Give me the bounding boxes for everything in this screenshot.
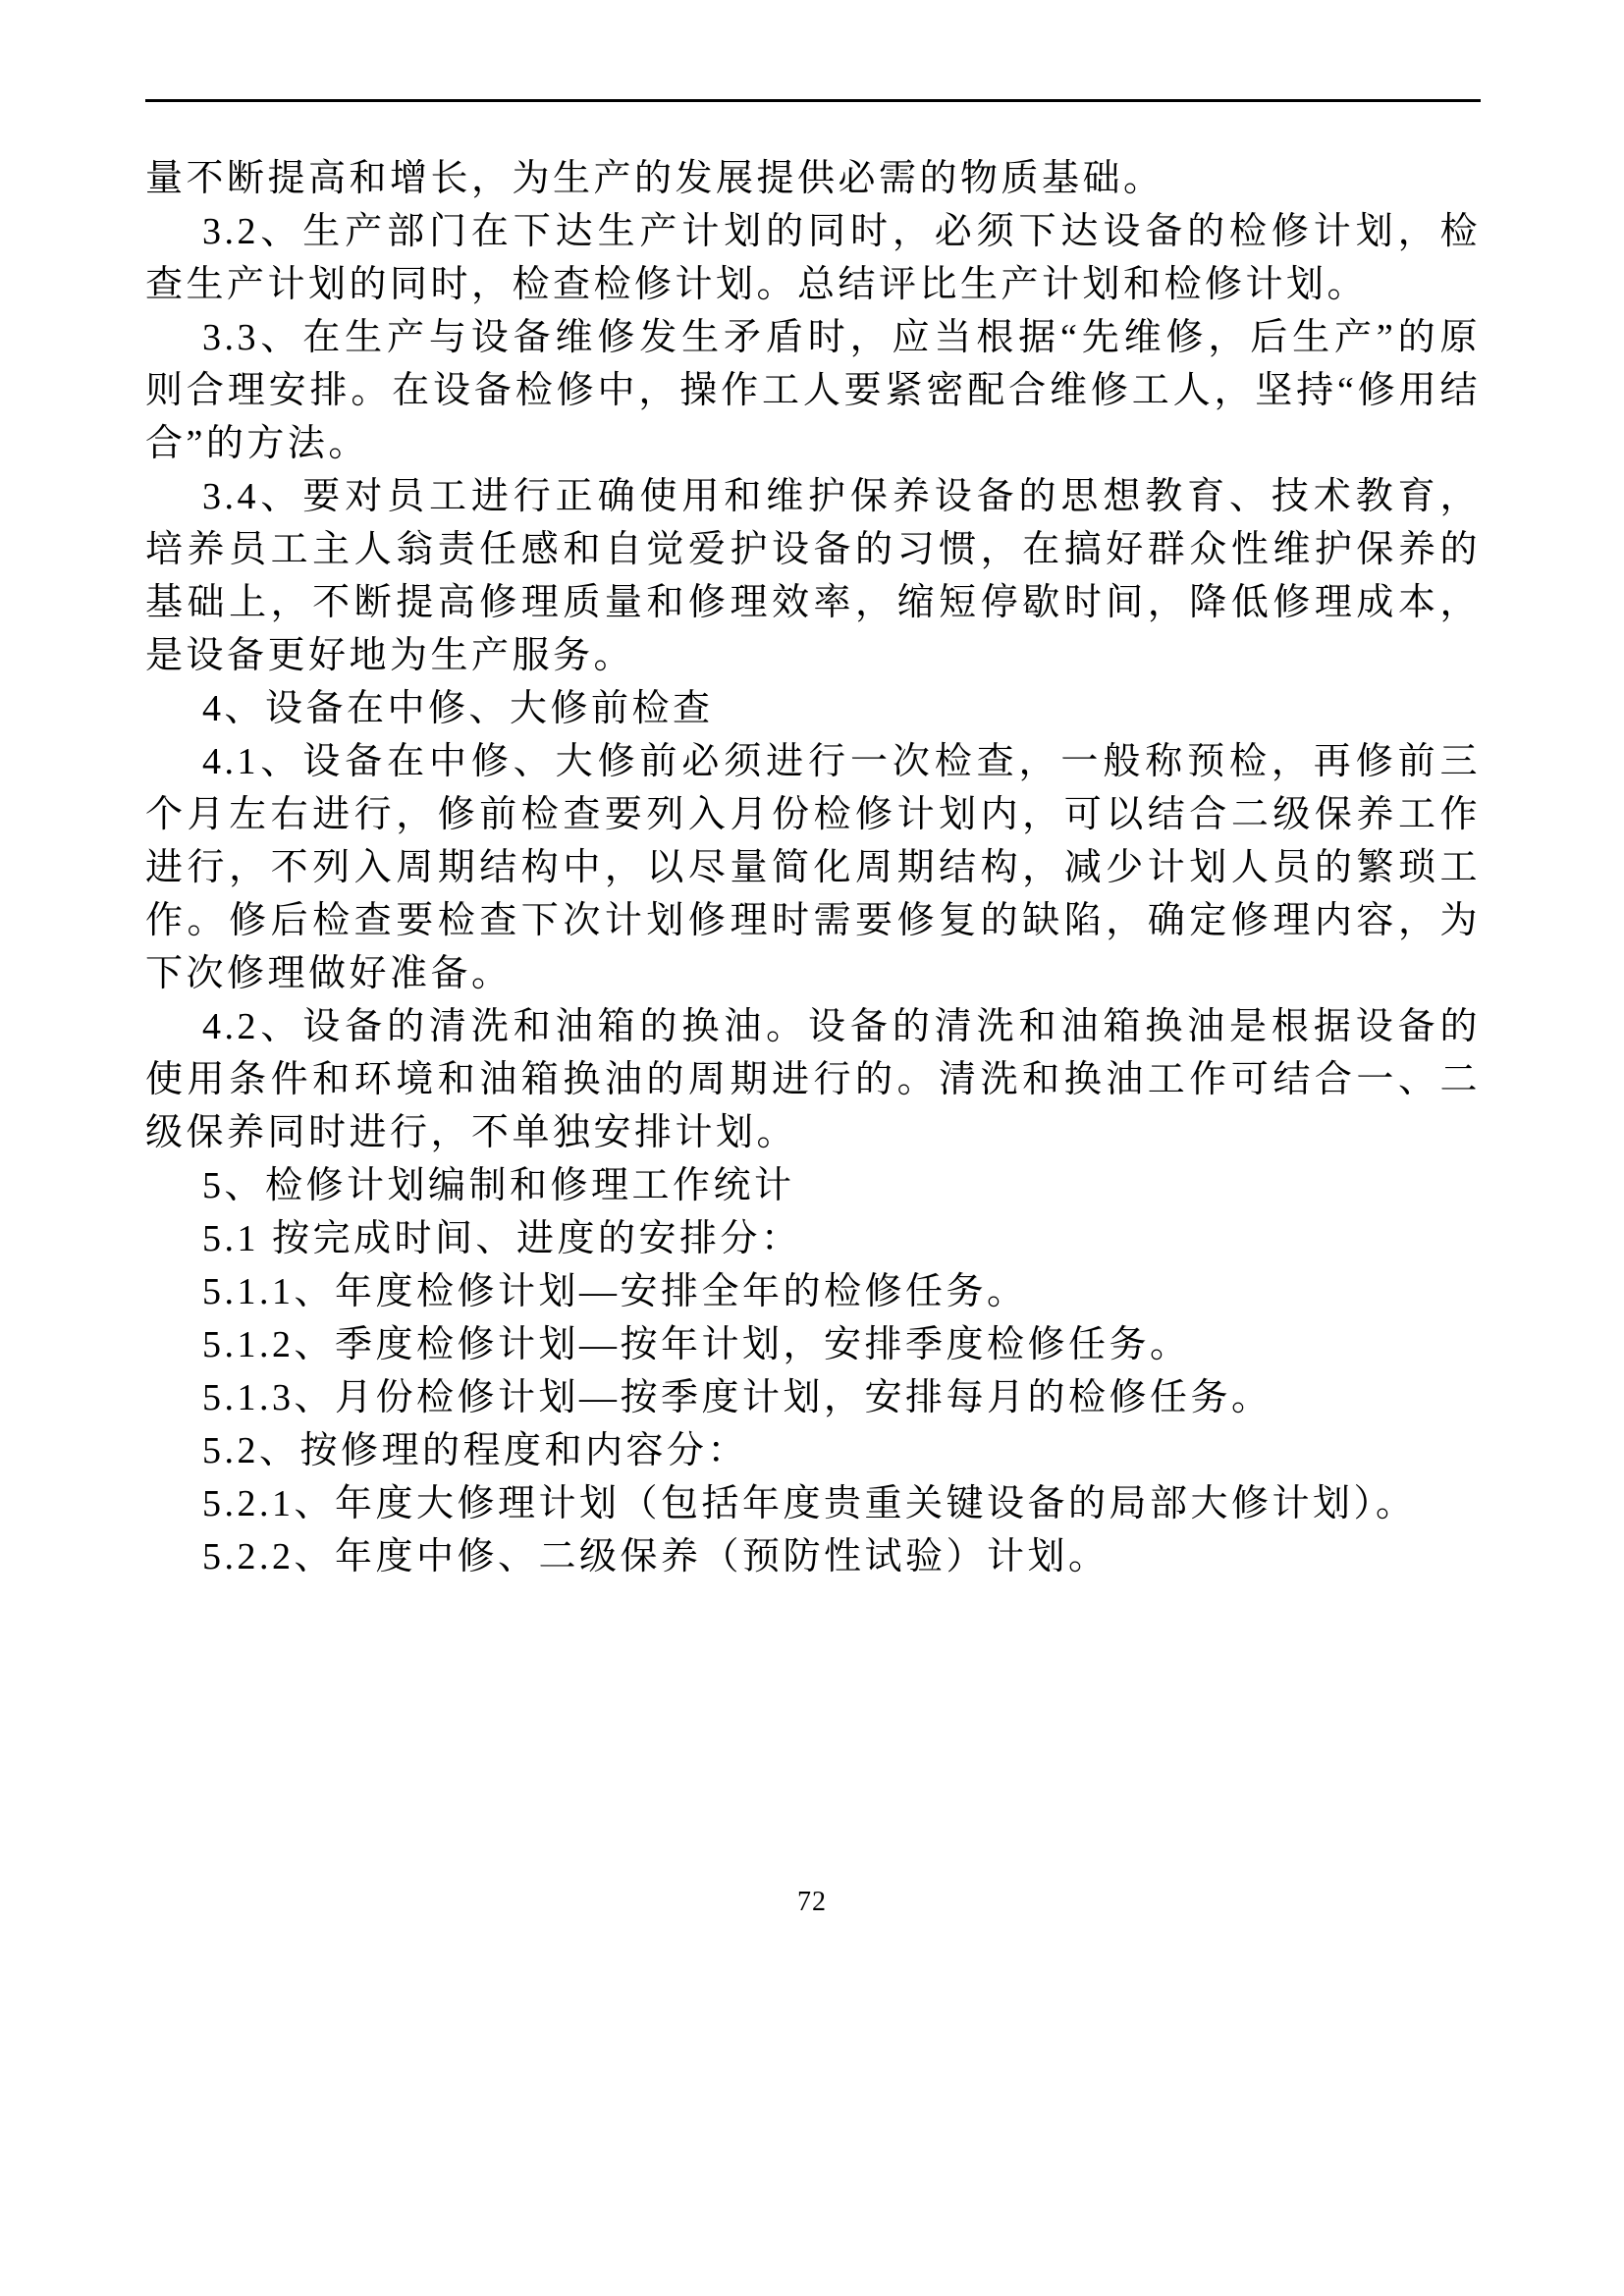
page-number: 72 [797,1887,827,1917]
paragraph-5-1: 5.1 按完成时间、进度的安排分： [202,1218,802,1259]
paragraph-4-1: 4.1、设备在中修、大修前必须进行一次检查，一般称预检，再修前三个月左右进行，修前检查要列入月份检修计划内，可以结合二级保养工作进行，不列入周期结构中，以尽量简化周期结构，减少计划人员的繁琐工作。修后检查要检查下次计划修理时需要修复的缺陷，确定修理内容，为下次修理做好准备。 [145,741,1481,994]
paragraph-continuation: 量不断提高和增长，为生产的发展提供必需的物质基础。 [145,158,1164,199]
paragraph-4-2: 4.2、设备的清洗和油箱的换油。设备的清洗和油箱换油是根据设备的使用条件和环境和油箱换油的周期进行的。清洗和换油工作可结合一、二级保养同时进行，不单独安排计划。 [145,1006,1481,1153]
paragraph-5-1-3: 5.1.3、月份检修计划—按季度计划，安排每月的检修任务。 [202,1377,1272,1418]
heading-5: 5、检修计划编制和修理工作统计 [202,1165,795,1206]
paragraph-3-2: 3.2、生产部门在下达生产计划的同时，必须下达设备的检修计划，检查生产计划的同时，检查检修计划。总结评比生产计划和检修计划。 [145,211,1481,305]
heading-4: 4、设备在中修、大修前检查 [202,688,714,729]
header-rule [145,99,1481,102]
paragraph-5-1-2: 5.1.2、季度检修计划—按年计划，安排季度检修任务。 [202,1324,1191,1365]
paragraph-5-1-1: 5.1.1、年度检修计划—安排全年的检修任务。 [202,1271,1028,1312]
paragraph-3-3: 3.3、在生产与设备维修发生矛盾时，应当根据“先维修，后生产”的原则合理安排。在设备检修中，操作工人要紧密配合维修工人，坚持“修用结合”的方法。 [145,317,1481,464]
paragraph-3-4: 3.4、要对员工进行正确使用和维护保养设备的思想教育、技术教育，培养员工主人翁责任感和自觉爱护设备的习惯，在搞好群众性维护保养的基础上，不断提高修理质量和修理效率，缩短停歇时间，降低修理成本，是设备更好地为生产服务。 [145,476,1481,676]
document-body [145,152,1481,1583]
paragraph-5-2: 5.2、按修理的程度和内容分： [202,1430,749,1471]
paragraph-5-2-2: 5.2.2、年度中修、二级保养（预防性试验）计划。 [202,1536,1110,1577]
paragraph-5-2-1: 5.2.1、年度大修理计划（包括年度贵重关键设备的局部大修计划）。 [202,1483,1417,1524]
